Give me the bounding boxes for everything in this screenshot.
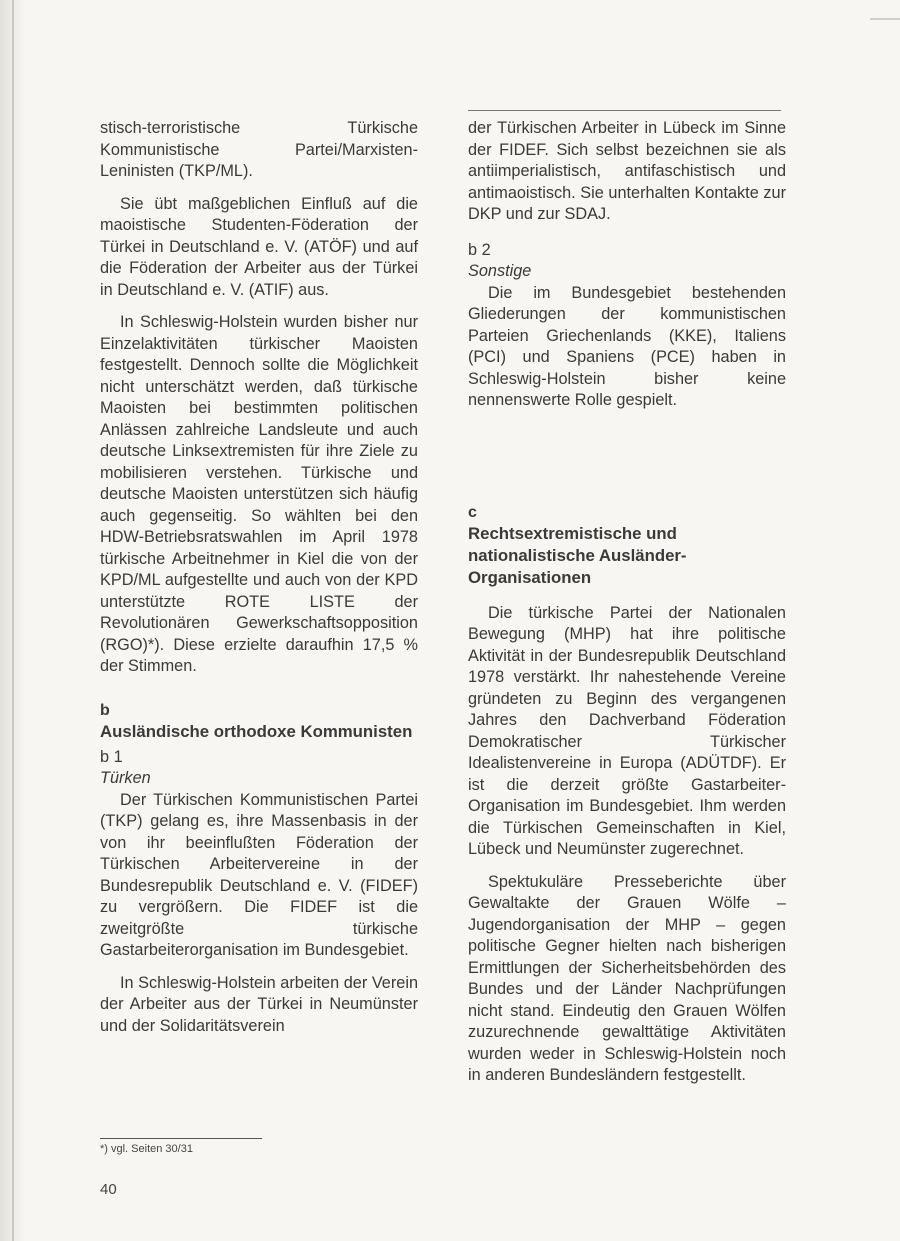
paragraph-fidef-continuation: der Türkischen Arbeiter in Lübeck im Sinne der FIDEF. Sich selbst bezeichnen sie als antiimperialistisch, antifaschistisch und antimaoistisch. Sie unterhalten Kontakte zur DKP und zur SDAJ. <box>468 119 786 223</box>
section-b-letter: b <box>100 701 110 719</box>
section-c-title: Rechtsextremistische und nationalistische Ausländer-Organisationen <box>468 523 687 587</box>
paragraph-graue-woelfe: Spektukuläre Presseberichte über Gewaltakte der Grauen Wölfe – Jugendorganisation der MHP – gegen politische Gegner hielten nach bisherigen Ermittlungen der Sicherheitsbehörden des Bundes und der Länder Nachprüfungen nicht stand. Eindeutig den Grauen Wölfen zuzurechnende gewalttätige Aktivitäten wurden weder in Schleswig-Holstein noch in anderen Bundesländern festgestellt. <box>468 872 786 1084</box>
right-column <box>468 118 786 1087</box>
left-column <box>100 118 418 1037</box>
paragraph-schleswig-holstein: In Schleswig-Holstein wurden bisher nur Einzelaktivitäten türkischer Maoisten festgestellt. Dennoch sollte die Möglichkeit nicht unterschätzt werden, daß türkische Maoisten bei bestimmten politischen Anlässen zahlreiche Landsleute und auch deutsche Linksextremisten für ihre Ziele zu mobilisieren verstehen. Türkische und deutsche Maoisten unterstützen sich häufig auch gegenseitig. So wählten bei den HDW-Betriebsratswahlen im April 1978 türkische Arbeitnehmer in Kiel die von der KPD/ML aufgestellte und auch von der KPD unterstützte ROTE LISTE der Revolutionären Gewerkschaftsopposition (RGO)*). Diese erzielte daraufhin 17,5 % der Stimmen. <box>100 313 418 675</box>
section-c-letter: c <box>468 503 477 521</box>
footnote: *) vgl. Seiten 30/31 <box>100 1143 193 1155</box>
paragraph-sonstige: Die im Bundesgebiet bestehenden Gliederungen der kommunistischen Parteien Griechenlands (KKE), Italiens (PCI) und Spaniens (PCE) haben in Schleswig-Holstein bisher keine nennenswerte Rolle gespielt. <box>468 283 786 409</box>
paragraph-neumuenster: In Schleswig-Holstein arbeiten der Verein der Arbeiter aus der Türkei in Neumünster und der Solidaritätsverein <box>100 973 418 1035</box>
section-b-title: Ausländische orthodoxe Kommunisten <box>100 721 413 741</box>
top-rule <box>468 110 781 111</box>
footnote-rule <box>100 1138 262 1139</box>
paragraph-atoef: Sie übt maßgeblichen Einfluß auf die maoistische Studenten-Föderation der Türkei in Deutschland e. V. (ATÖF) und auf die Föderation der Arbeiter aus der Türkei in Deutschland e. V. (ATIF) aus. <box>100 194 418 299</box>
paragraph-mhp: Die türkische Partei der Nationalen Bewegung (MHP) hat ihre politische Aktivität in der Bundesrepublik Deutschland 1978 verstärkt. Ihr nahestehende Vereine gründeten zu Beginn des vergangenen Jahres den Dachverband Föderation Demokratischer Türkischer Idealistenvereine in Europa (ADÜTDF). Er ist die derzeit größte Gastarbeiter-Organisation im Bundesgebiet. Ihm werden die Türkischen Gemeinschaften in Kiel, Lübeck und Neumünster zugerechnet. <box>468 603 786 858</box>
section-b1-number: b 1 <box>100 747 123 766</box>
binding-line <box>12 0 14 1241</box>
paragraph-continuation: stisch-terroristische Türkische Kommunistische Partei/Marxisten-Leninisten (TKP/ML). <box>100 119 418 180</box>
section-b1-title: Türken <box>100 769 151 787</box>
scan-corner-mark <box>870 18 900 20</box>
paragraph-tkp: Der Türkischen Kommunistischen Partei (TKP) gelang es, ihre Massenbasis in der von ihr beeinflußten Föderation der Türkischen Arbeitervereine in der Bundesrepublik Deutschland e. V. (FIDEF) zu vergrößern. Die FIDEF ist die zweitgrößte türkische Gastarbeiterorganisation im Bundesgebiet. <box>100 790 418 959</box>
page-number: 40 <box>100 1181 117 1198</box>
section-b2-title: Sonstige <box>468 262 532 280</box>
section-b2-number: b 2 <box>468 240 491 259</box>
